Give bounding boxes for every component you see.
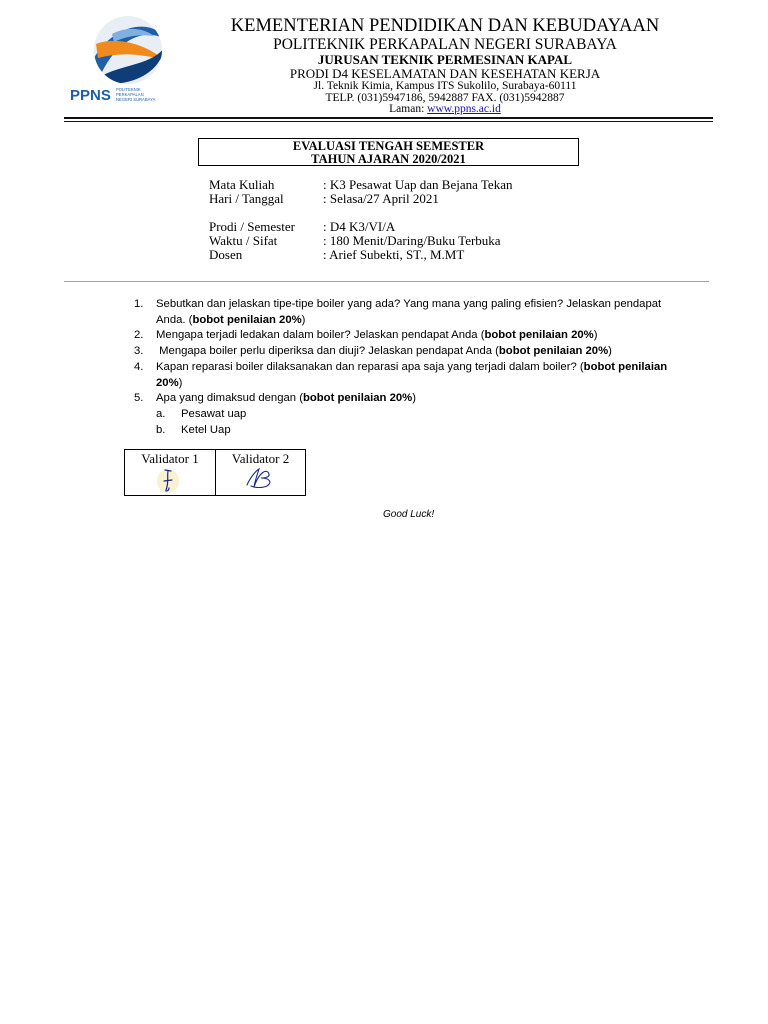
question-text: Mengapa boiler perlu diperiksa dan diuji? Jelaskan pendapat Anda (bobot penilaian 20%) <box>156 345 612 357</box>
exam-title-box <box>198 138 579 166</box>
address-line: Jl. Teknik Kimia, Kampus ITS Sukolilo, Surabaya-60111 <box>313 80 577 92</box>
institution-name: POLITEKNIK PERKAPALAN NEGERI SURABAYA <box>273 36 617 53</box>
svg-text:PERKAPALAN: PERKAPALAN <box>116 92 144 97</box>
question-1 <box>134 297 734 328</box>
letterhead-rule-thick <box>64 117 713 119</box>
info-row-date <box>209 192 439 205</box>
question-5 <box>134 391 734 407</box>
question-number: 4. <box>134 361 144 373</box>
info-value: : Arief Subekti, ST., M.MT <box>323 247 465 262</box>
validator-1-cell <box>125 450 216 495</box>
ppns-swirl-icon <box>68 14 180 106</box>
svg-text:NEGERI SURABAYA: NEGERI SURABAYA <box>116 97 156 102</box>
validator-table <box>124 449 306 496</box>
svg-text:PPNS: PPNS <box>70 87 111 104</box>
svg-text:POLITEKNIK: POLITEKNIK <box>116 87 141 92</box>
info-value: : K3 Pesawat Uap dan Bejana Tekan <box>323 177 513 192</box>
sub-item-text: Pesawat uap <box>181 408 247 420</box>
validator-1-label: Validator 1 <box>141 451 199 466</box>
info-value: : 180 Menit/Daring/Buku Terbuka <box>323 233 501 248</box>
validator-2-signature <box>241 466 281 490</box>
department-name: JURUSAN TEKNIK PERMESINAN KAPAL <box>317 52 573 67</box>
question-text: Sebutkan dan jelaskan tipe-tipe boiler yang ada? Yang mana yang paling efisien? Jelaskan pendapat Anda. (bobot penilaian 20%) <box>156 298 662 326</box>
phone-line: TELP. (031)5947186, 5942887 FAX. (031)5942887 <box>325 92 565 104</box>
website-line <box>212 104 678 116</box>
question-number: 5. <box>134 392 144 404</box>
sub-item-text: Ketel Uap <box>181 424 231 436</box>
program-name: PRODI D4 KESELAMATAN DAN KESEHATAN KERJA <box>289 66 601 81</box>
question-number: 2. <box>134 329 144 341</box>
ministry-name: KEMENTERIAN PENDIDIKAN DAN KEBUDAYAAN <box>230 16 660 36</box>
question-number: 1. <box>134 298 144 310</box>
closing-text: Good Luck! <box>383 509 435 520</box>
sub-item-a <box>156 407 356 423</box>
info-row-time <box>209 234 501 247</box>
info-row-lecturer <box>209 248 464 261</box>
info-row-program <box>209 220 395 233</box>
sub-item-letter: a. <box>156 408 166 420</box>
validator-2-label: Validator 2 <box>231 451 290 466</box>
info-key: Dosen <box>209 247 243 262</box>
question-text: Apa yang dimaksud dengan (bobot penilaian 20%) <box>156 392 416 404</box>
ppns-logo <box>68 14 180 106</box>
website-link[interactable]: www.ppns.ac.id <box>427 103 501 115</box>
info-row-course <box>209 178 512 191</box>
website-label: Laman: <box>389 103 428 115</box>
info-key: Mata Kuliah <box>209 177 275 192</box>
question-number: 3. <box>134 345 144 357</box>
letterhead-rule-thin <box>64 121 713 122</box>
question-2 <box>134 328 734 344</box>
sub-item-letter: b. <box>156 424 166 436</box>
section-divider <box>64 281 709 282</box>
validator-1-signature <box>153 465 183 495</box>
info-key: Prodi / Semester <box>209 219 295 234</box>
sub-item-b <box>156 423 356 439</box>
exam-title: EVALUASI TENGAH SEMESTER <box>292 139 485 153</box>
info-value: : D4 K3/VI/A <box>323 219 396 234</box>
validator-2-cell <box>216 450 305 495</box>
exam-year: TAHUN AJARAN 2020/2021 <box>311 152 466 166</box>
info-value: : Selasa/27 April 2021 <box>323 191 439 206</box>
question-4 <box>134 360 734 391</box>
question-text: Mengapa terjadi ledakan dalam boiler? Jelaskan pendapat Anda (bobot penilaian 20%) <box>156 329 598 341</box>
question-text: Kapan reparasi boiler dilaksanakan dan reparasi apa saja yang terjadi dalam boiler? (bobot penilaian 20%) <box>156 361 668 389</box>
info-key: Waktu / Sifat <box>209 233 278 248</box>
question-3 <box>134 344 734 360</box>
info-key: Hari / Tanggal <box>209 191 284 206</box>
